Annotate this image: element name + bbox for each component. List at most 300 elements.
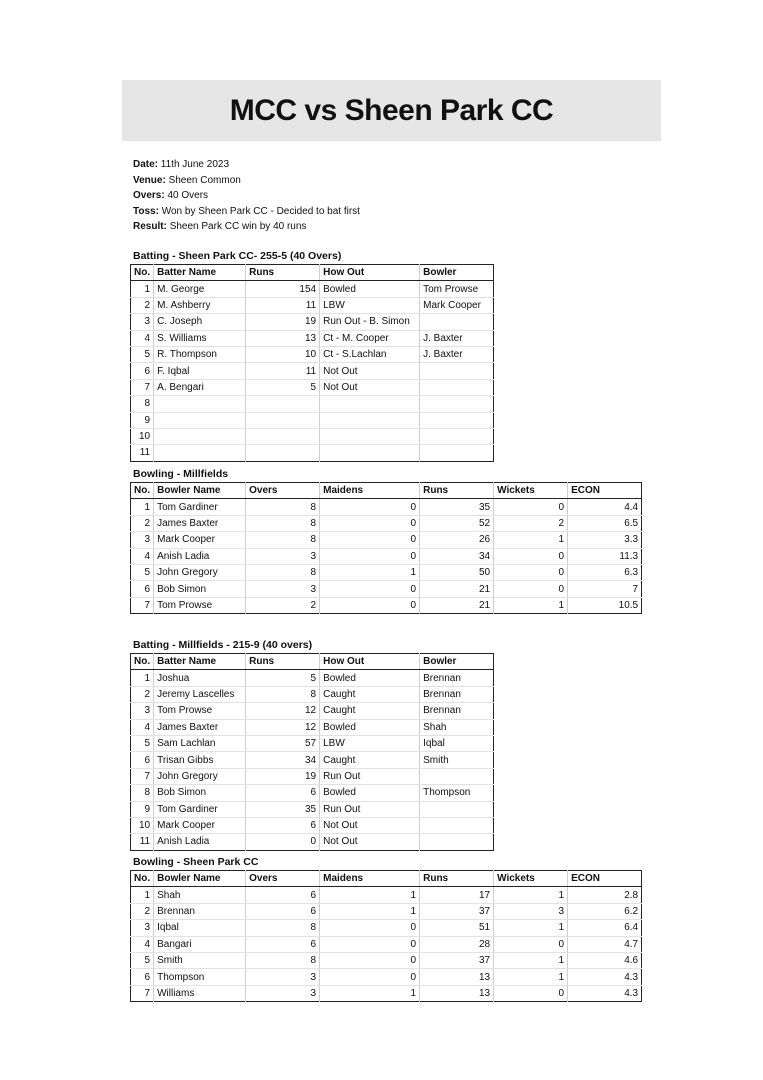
column-header: No. — [131, 483, 154, 499]
table-cell: C. Joseph — [154, 314, 246, 330]
table-cell: 8 — [246, 515, 320, 531]
table-cell: 7 — [131, 768, 154, 784]
column-header: Runs — [420, 871, 494, 887]
table-cell: Sam Lachlan — [154, 735, 246, 751]
column-header: Bowler — [420, 265, 494, 281]
meta-value: 40 Overs — [167, 190, 209, 201]
table-row — [131, 703, 494, 719]
table-cell — [420, 768, 494, 784]
table-cell: Ct - S.Lachlan — [320, 346, 420, 362]
column-header: Runs — [246, 265, 320, 281]
table-cell: Mark Cooper — [154, 532, 246, 548]
table-cell — [420, 834, 494, 850]
column-header: ECON — [568, 483, 642, 499]
table-cell: Bowled — [320, 785, 420, 801]
table-cell: 5 — [131, 346, 154, 362]
table-cell: 4.6 — [568, 952, 642, 968]
table-cell: 8 — [246, 564, 320, 580]
table-cell: 37 — [420, 903, 494, 919]
table-row — [131, 581, 642, 597]
table-cell: Anish Ladia — [154, 834, 246, 850]
column-header: Bowler Name — [154, 871, 246, 887]
table-cell: 1 — [320, 985, 420, 1001]
table-cell: Brennan — [420, 686, 494, 702]
table-row — [131, 817, 494, 833]
table-cell — [420, 801, 494, 817]
table-row — [131, 686, 494, 702]
table-cell: Ct - M. Cooper — [320, 330, 420, 346]
table-cell: 51 — [420, 920, 494, 936]
table-row — [131, 834, 494, 850]
table-row — [131, 752, 494, 768]
table-cell: 6.3 — [568, 564, 642, 580]
table-cell: A. Bengari — [154, 379, 246, 395]
table-cell: Tom Prowse — [154, 597, 246, 613]
table-row — [131, 363, 494, 379]
table-cell: 3 — [131, 703, 154, 719]
table-cell: Shah — [154, 887, 246, 903]
table-row — [131, 330, 494, 346]
match-venue — [133, 173, 360, 189]
table-cell: 7 — [131, 597, 154, 613]
column-header: Wickets — [494, 871, 568, 887]
table-cell — [420, 817, 494, 833]
table-cell: 6 — [131, 969, 154, 985]
table-cell: 7 — [568, 581, 642, 597]
table-cell: 5 — [131, 735, 154, 751]
table-cell: 6.5 — [568, 515, 642, 531]
table-cell: Anish Ladia — [154, 548, 246, 564]
table-cell: 8 — [246, 499, 320, 515]
table-cell — [320, 412, 420, 428]
table-cell: Bowled — [320, 281, 420, 297]
table-row — [131, 768, 494, 784]
column-header: Maidens — [320, 483, 420, 499]
table-cell: 1 — [131, 281, 154, 297]
bowling-table — [130, 870, 642, 1002]
table-cell: 5 — [131, 564, 154, 580]
table-cell: 10 — [246, 346, 320, 362]
table-cell: 3 — [246, 548, 320, 564]
table-cell — [420, 396, 494, 412]
table-cell: Caught — [320, 752, 420, 768]
table-cell: 0 — [320, 969, 420, 985]
table-cell: 0 — [320, 952, 420, 968]
meta-label: Date: — [133, 159, 159, 170]
table-cell: 4.3 — [568, 969, 642, 985]
table-cell — [154, 445, 246, 461]
table-cell: J. Baxter — [420, 346, 494, 362]
table-cell: Trisan Gibbs — [154, 752, 246, 768]
table-cell — [154, 428, 246, 444]
table-cell: 21 — [420, 597, 494, 613]
table-cell: 0 — [320, 597, 420, 613]
table-cell: 12 — [246, 703, 320, 719]
table-row — [131, 985, 642, 1001]
column-header: Bowler Name — [154, 483, 246, 499]
meta-value: Sheen Park CC win by 40 runs — [169, 221, 307, 232]
table-cell: 1 — [320, 903, 420, 919]
table-cell: Iqbal — [154, 920, 246, 936]
table-cell: 0 — [494, 936, 568, 952]
table-cell: Caught — [320, 703, 420, 719]
table-cell: Thompson — [154, 969, 246, 985]
column-header: How Out — [320, 654, 420, 670]
table-cell: J. Baxter — [420, 330, 494, 346]
table-cell — [246, 445, 320, 461]
column-header: ECON — [568, 871, 642, 887]
table-cell: 35 — [246, 801, 320, 817]
table-row — [131, 887, 642, 903]
bowling-section-millfields — [130, 468, 642, 614]
table-cell: 11 — [246, 363, 320, 379]
table-cell: 6 — [246, 903, 320, 919]
table-cell: 7 — [131, 985, 154, 1001]
meta-label: Overs: — [133, 190, 165, 201]
table-cell: 6.4 — [568, 920, 642, 936]
table-cell: 8 — [131, 396, 154, 412]
column-header: No. — [131, 654, 154, 670]
table-cell: 4.7 — [568, 936, 642, 952]
section-heading: Batting - Millfields - 215-9 (40 overs) — [133, 639, 313, 651]
page-title: MCC vs Sheen Park CC — [229, 93, 554, 127]
meta-value: 11th June 2023 — [160, 159, 230, 170]
batting-section-sheen-park — [130, 250, 494, 462]
section-heading: Batting - Sheen Park CC- 255-5 (40 Overs) — [133, 250, 342, 262]
table-cell: 0 — [320, 581, 420, 597]
section-heading: Bowling - Sheen Park CC — [133, 856, 259, 868]
table-cell: Shah — [420, 719, 494, 735]
table-cell: Williams — [154, 985, 246, 1001]
table-row — [131, 920, 642, 936]
table-row — [131, 532, 642, 548]
meta-value: Won by Sheen Park CC - Decided to bat first — [161, 205, 360, 217]
table-cell: Run Out - B. Simon — [320, 314, 420, 330]
table-cell: 0 — [320, 532, 420, 548]
table-cell: 1 — [494, 597, 568, 613]
column-header: Wickets — [494, 483, 568, 499]
table-cell: 8 — [246, 532, 320, 548]
table-cell: 11 — [246, 297, 320, 313]
table-cell: 3 — [131, 314, 154, 330]
table-cell: 4.4 — [568, 499, 642, 515]
table-cell: 37 — [420, 952, 494, 968]
bowling-section-sheen-park — [130, 856, 642, 1002]
table-cell: 3.3 — [568, 532, 642, 548]
table-cell: 0 — [320, 548, 420, 564]
table-cell: 34 — [246, 752, 320, 768]
table-cell: 1 — [494, 532, 568, 548]
table-cell: 10 — [131, 428, 154, 444]
match-info — [133, 157, 360, 235]
table-cell: 10 — [131, 817, 154, 833]
table-cell: 4 — [131, 936, 154, 952]
meta-label: Venue: — [133, 174, 166, 186]
bowling-table — [130, 482, 642, 614]
table-row — [131, 719, 494, 735]
table-cell: 1 — [320, 887, 420, 903]
batting-section-millfields — [130, 639, 494, 851]
table-cell: 13 — [420, 969, 494, 985]
table-cell — [246, 428, 320, 444]
table-cell: Bangari — [154, 936, 246, 952]
table-cell: Run Out — [320, 768, 420, 784]
table-cell: Brennan — [420, 703, 494, 719]
table-cell: 2 — [494, 515, 568, 531]
table-cell: Tom Gardiner — [154, 499, 246, 515]
column-header: Maidens — [320, 871, 420, 887]
table-cell: 13 — [420, 985, 494, 1001]
table-cell: 57 — [246, 735, 320, 751]
table-cell: Joshua — [154, 670, 246, 686]
column-header: Batter Name — [154, 654, 246, 670]
table-cell: 0 — [494, 548, 568, 564]
table-cell: LBW — [320, 735, 420, 751]
table-cell — [154, 412, 246, 428]
table-cell: LBW — [320, 297, 420, 313]
table-cell: 4.3 — [624, 987, 639, 999]
table-row — [131, 314, 494, 330]
table-cell: Mark Cooper — [420, 297, 494, 313]
table-cell: 3 — [246, 581, 320, 597]
table-cell — [320, 445, 420, 461]
table-cell: John Gregory — [154, 564, 246, 580]
table-header-row — [131, 871, 642, 887]
table-cell: 1 — [494, 969, 568, 985]
column-header: No. — [131, 871, 154, 887]
table-cell: 9 — [131, 412, 154, 428]
table-cell: 8 — [246, 952, 320, 968]
table-cell — [320, 428, 420, 444]
table-cell: 21 — [420, 581, 494, 597]
meta-label: Toss: — [133, 205, 159, 217]
table-cell: 0 — [320, 936, 420, 952]
table-cell: 10.5 — [618, 599, 639, 611]
table-cell: 0 — [320, 920, 420, 936]
table-cell: 12 — [246, 719, 320, 735]
table-cell: 8 — [131, 785, 154, 801]
table-cell: 154 — [246, 281, 320, 297]
table-cell: F. Iqbal — [154, 363, 246, 379]
table-cell: 2.8 — [568, 887, 642, 903]
table-cell: 1 — [494, 920, 568, 936]
table-cell: 17 — [420, 887, 494, 903]
table-cell: 0 — [494, 581, 568, 597]
match-date — [133, 157, 360, 173]
table-cell — [320, 396, 420, 412]
table-cell: 0 — [494, 564, 568, 580]
table-cell: Bowled — [320, 719, 420, 735]
table-cell — [246, 396, 320, 412]
table-cell: James Baxter — [154, 719, 246, 735]
table-cell: Smith — [154, 952, 246, 968]
table-cell: 28 — [420, 936, 494, 952]
table-row — [131, 903, 642, 919]
column-header: Overs — [246, 483, 320, 499]
table-cell: 1 — [494, 952, 568, 968]
table-cell: 1 — [494, 887, 568, 903]
table-row — [131, 297, 494, 313]
table-cell: 0 — [246, 834, 320, 850]
table-cell: Not Out — [320, 363, 420, 379]
table-row — [131, 548, 642, 564]
table-cell: 3 — [131, 532, 154, 548]
table-cell: 2 — [246, 597, 320, 613]
table-cell — [420, 428, 494, 444]
column-header: Overs — [246, 871, 320, 887]
table-cell — [246, 412, 320, 428]
table-cell: Iqbal — [420, 735, 494, 751]
table-cell: 1 — [131, 670, 154, 686]
table-cell: 9 — [131, 801, 154, 817]
table-cell: 6 — [131, 363, 154, 379]
table-cell: Thompson — [420, 785, 494, 801]
table-cell: 2 — [131, 903, 154, 919]
table-cell: 4 — [131, 548, 154, 564]
table-cell: 7 — [131, 379, 154, 395]
table-cell: 8 — [246, 920, 320, 936]
table-cell: 13 — [246, 330, 320, 346]
table-row — [131, 379, 494, 395]
table-cell: M. George — [154, 281, 246, 297]
table-row — [131, 969, 642, 985]
table-cell: 4 — [131, 719, 154, 735]
table-cell: Tom Prowse — [420, 281, 494, 297]
table-cell: R. Thompson — [154, 346, 246, 362]
table-cell: 52 — [420, 515, 494, 531]
table-cell: Brennan — [154, 903, 246, 919]
match-result — [133, 219, 360, 235]
table-cell: 3 — [246, 969, 320, 985]
table-cell: 0 — [494, 985, 568, 1001]
table-row — [131, 346, 494, 362]
table-cell: 3 — [494, 903, 568, 919]
table-cell: 3 — [131, 920, 154, 936]
column-header: Runs — [420, 483, 494, 499]
table-row — [131, 735, 494, 751]
table-cell: Not Out — [320, 834, 420, 850]
table-row — [131, 412, 494, 428]
table-cell: 2 — [131, 515, 154, 531]
title-banner — [122, 80, 661, 141]
column-header: Batter Name — [154, 265, 246, 281]
table-cell: Mark Cooper — [154, 817, 246, 833]
table-cell: Jeremy Lascelles — [154, 686, 246, 702]
table-cell — [420, 412, 494, 428]
meta-label: Result: — [133, 221, 167, 232]
table-cell — [420, 379, 494, 395]
table-header-row — [131, 654, 494, 670]
table-cell: 5 — [246, 670, 320, 686]
batting-table — [130, 653, 494, 851]
match-toss — [133, 204, 360, 220]
table-cell: 2 — [131, 297, 154, 313]
meta-value: Sheen Common — [168, 174, 241, 186]
table-cell: Brennan — [420, 670, 494, 686]
table-cell: 5 — [246, 379, 320, 395]
table-cell: 0 — [494, 499, 568, 515]
table-cell: 3 — [246, 985, 320, 1001]
table-cell: 0 — [320, 515, 420, 531]
table-row — [131, 785, 494, 801]
section-heading: Bowling - Millfields — [133, 468, 229, 480]
table-cell: 6 — [246, 936, 320, 952]
table-cell: 6 — [131, 581, 154, 597]
table-cell: Bowled — [320, 670, 420, 686]
table-cell: Bob Simon — [154, 581, 246, 597]
column-header: Bowler — [420, 654, 494, 670]
table-cell — [154, 396, 246, 412]
table-cell: 0 — [320, 499, 420, 515]
table-cell: 6.2 — [568, 903, 642, 919]
table-row — [131, 281, 494, 297]
table-cell: 6 — [131, 752, 154, 768]
table-cell: 11 — [131, 445, 154, 461]
table-cell: 1 — [131, 499, 154, 515]
table-row — [131, 396, 494, 412]
table-cell — [420, 363, 494, 379]
table-cell: Bob Simon — [154, 785, 246, 801]
table-cell: Not Out — [320, 817, 420, 833]
table-cell: Not Out — [320, 379, 420, 395]
table-row — [131, 597, 642, 613]
table-cell: Run Out — [320, 801, 420, 817]
table-cell: 1 — [320, 564, 420, 580]
table-cell — [420, 445, 494, 461]
table-cell: 6 — [246, 887, 320, 903]
table-row — [131, 428, 494, 444]
table-cell: 11.3 — [568, 548, 642, 564]
column-header: How Out — [320, 265, 420, 281]
table-cell: James Baxter — [154, 515, 246, 531]
table-row — [131, 670, 494, 686]
table-header-row — [131, 265, 494, 281]
table-cell — [420, 314, 494, 330]
match-overs — [133, 188, 360, 204]
table-cell: 6 — [246, 785, 320, 801]
table-cell: S. Williams — [154, 330, 246, 346]
table-cell: 5 — [131, 952, 154, 968]
table-row — [131, 936, 642, 952]
table-cell: 35 — [420, 499, 494, 515]
table-row — [131, 445, 494, 461]
table-cell: 34 — [420, 548, 494, 564]
table-cell: 26 — [420, 532, 494, 548]
table-row — [131, 499, 642, 515]
table-cell: Tom Gardiner — [154, 801, 246, 817]
table-cell: 8 — [246, 686, 320, 702]
column-header: Runs — [246, 654, 320, 670]
table-cell: 4 — [131, 330, 154, 346]
table-row — [131, 515, 642, 531]
table-row — [131, 564, 642, 580]
table-cell: 19 — [246, 768, 320, 784]
table-cell: M. Ashberry — [154, 297, 246, 313]
table-cell: Smith — [420, 752, 494, 768]
table-header-row — [131, 483, 642, 499]
column-header: No. — [131, 265, 154, 281]
table-cell: Caught — [320, 686, 420, 702]
table-row — [131, 952, 642, 968]
table-cell: 19 — [246, 314, 320, 330]
table-cell: 6 — [246, 817, 320, 833]
batting-table — [130, 264, 494, 462]
table-cell: 11 — [131, 834, 154, 850]
table-cell: Tom Prowse — [154, 703, 246, 719]
table-cell: 50 — [420, 564, 494, 580]
table-cell: 2 — [131, 686, 154, 702]
table-row — [131, 801, 494, 817]
